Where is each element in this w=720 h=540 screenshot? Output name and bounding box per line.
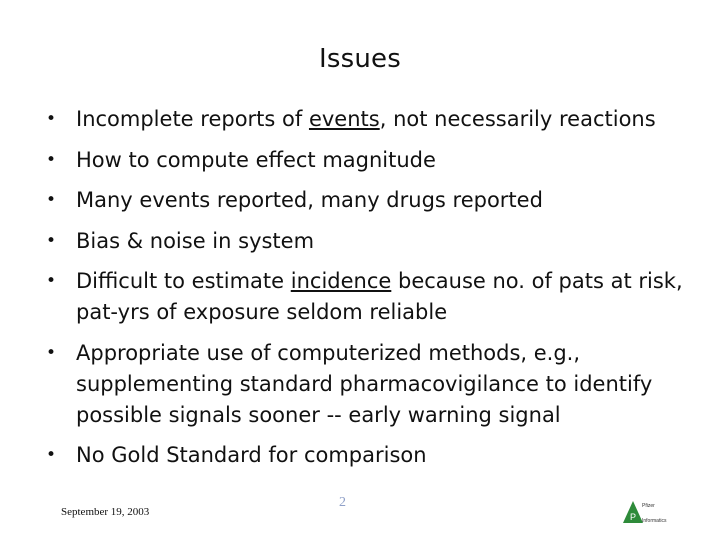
bullet-item: [46, 104, 706, 135]
svg-text:P: P: [630, 512, 637, 522]
bullet-list: [46, 104, 706, 481]
bullet-text: [76, 269, 683, 324]
bullet-item: [46, 226, 706, 257]
footer-date: September 19, 2003: [61, 506, 150, 518]
bullet-text: No Gold Standard for comparison: [76, 443, 427, 467]
bullet-text: Appropriate use of computerized methods, e.g., supplementing standard pharmacovigilance to identify possible signals sooner -- early warning signal: [76, 340, 653, 427]
bullet-item: [46, 338, 706, 431]
bullet-text: Bias & noise in system: [76, 228, 315, 253]
bullet-text-segment: because no. of pats at risk, pat-yrs of exposure seldom reliable: [76, 269, 683, 324]
page-number: 2: [339, 495, 346, 510]
logo-line-1: Pfizer: [642, 503, 655, 509]
bullet-item: [46, 440, 706, 471]
logo-line-2: Informatics: [642, 518, 667, 524]
bullet-dot-icon: •: [46, 190, 57, 210]
bullet-item: [46, 266, 706, 328]
bullet-dot-icon: •: [46, 445, 57, 465]
bullet-text: [76, 107, 656, 131]
bullet-item: [46, 145, 706, 176]
bullet-dot-icon: •: [46, 230, 57, 251]
bullet-dot-icon: •: [46, 342, 57, 363]
bullet-item: [46, 185, 706, 216]
logo-triangle-icon: [622, 500, 644, 524]
bullet-text: How to compute effect magnitude: [76, 147, 436, 172]
underlined-term: events: [308, 107, 380, 131]
bullet-dot-icon: •: [46, 271, 57, 291]
pfizer-triangle-logo-icon: [622, 500, 672, 526]
bullet-dot-icon: •: [46, 149, 57, 170]
slide-title: Issues: [319, 44, 401, 74]
bullet-text: Many events reported, many drugs reported: [76, 188, 543, 212]
bullet-dot-icon: •: [46, 109, 57, 129]
underlined-term: incidence: [290, 269, 392, 293]
bullet-text-segment: Incomplete reports of: [76, 107, 309, 131]
bullet-text-segment: , not necessarily reactions: [379, 107, 656, 131]
bullet-text-segment: Difficult to estimate: [76, 269, 291, 293]
